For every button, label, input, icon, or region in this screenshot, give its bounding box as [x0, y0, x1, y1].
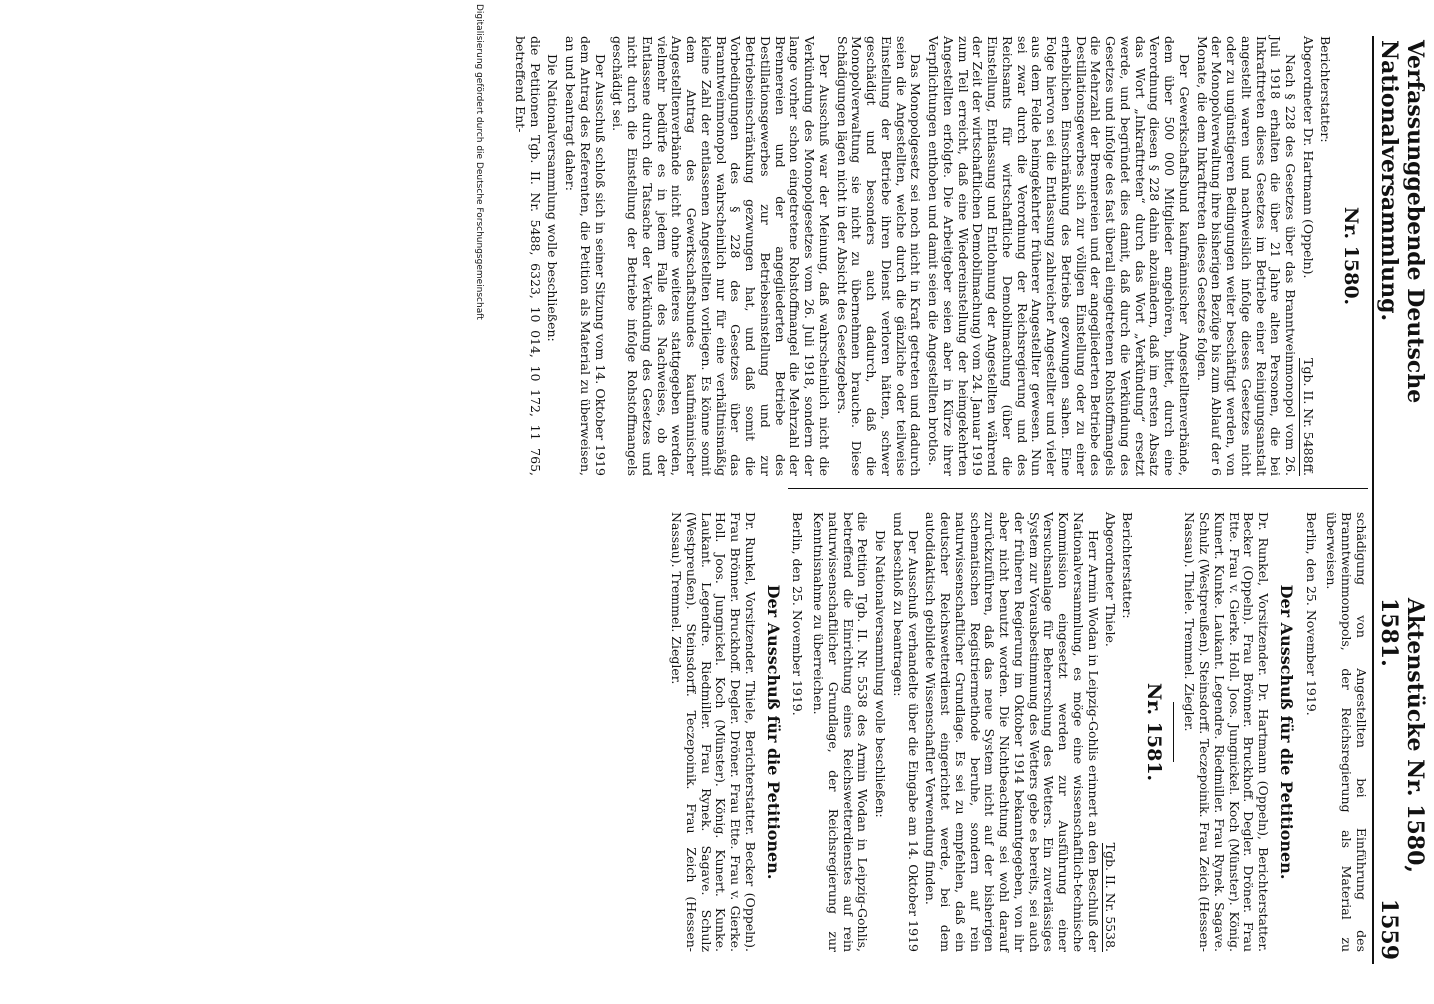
reporter-row — [1119, 512, 1134, 952]
paragraph: Der Ausschuß war der Meinung, daß wahrscheinlich nicht die Verkündung des Monopolgesetzes vom 26. Juli 1918, sondern der lange vorher schon eingetretene Rohstoffmangel die Mehrzahl der Brennereien und der angegliederten Betriebe des Destillationsgewerbes zur Betriebseinstellung und zur Betriebseinschränkung gezwungen hat, und daß somit die Vorbedingungen des § 228 des Gesetzes über das Branntweinmonopol wahrscheinlich nur für eine verhältnismäßig kleine Zahl der entlassenen Angestellten vorliegen. Es könne somit dem Antrag des Gewerkschaftsbundes kaufmännischer Angestelltenverbände nicht ohne weiteres stattgegeben werden, vielmehr bedürfe es in jedem Falle des Nachweises, ob der Entlassene durch die Tatsache der Verkündung des Gesetzes und nicht durch die Einstellung der Betriebe infolge Rohstoffmangels geschädigt sei. — [610, 36, 832, 476]
member-list: Dr. Runkel, Vorsitzender. Dr. Hartmann (Oppeln), Berichterstatter. Becker (Oppeln). Frau Brönner. Bruckhoff. Degler. Dröner. Frau Ette. Frau v. Gierke. Holl. Joos. Jungnickel. Koch (Münster). König. Kunert. Kunke. Laukant. Legendre. Riedmiller. Frau Rynek. Sagave. Schulz (Westpreußen). Steinsdorff. Teczepoinik. Frau Zeich (Hessen-Nassau). Thiele. Tremmel. Ziegler. — [1182, 512, 1272, 952]
paragraph: Das Monopolgesetz sei noch nicht in Kraft getreten und dadurch seien die Angestellten, welche durch die gänzliche oder teilweise Einstellung der Betriebe ihren Dienst verloren hätten, schwer geschädigt und besonders auch dadurch, daß die Monopolverwaltung sie nicht zu übernehmen brauche. Diese Schädigungen lägen nicht in der Absicht des Gesetzgebers. — [834, 36, 924, 476]
reporter-name-row — [1102, 512, 1118, 952]
reporter-label: Berichterstatter: — [1120, 512, 1136, 619]
column-divider — [788, 488, 1368, 489]
right-column — [665, 512, 1368, 952]
motion-continuation: schädigung von Angestellten bei Einführung des Branntweinmonopols, der Reichsregierung als Material zu überweisen. — [1324, 512, 1369, 952]
reporter-name-row — [1299, 36, 1315, 476]
paragraph: Der Ausschuß verhandelte über die Eingabe am 14. Oktober 1919 und beschloß zu beantragen: — [890, 512, 921, 952]
reporter-row — [1317, 36, 1332, 476]
paragraph: Herr Armin Wodan in Leipzig-Gohlis erinnert an den Beschluß der Nationalversammlung, es möge eine wissenschaftlich-technische Kommission eingesetzt werden zur Ausführung einer Versuchsanlage für Beherrschung des Wetters. Ein zuverlässiges System zur Vorausbestimmung des Wetters gebe es bereits, sei auch der früheren Regierung im Oktober 1914 bekanntgegeben, von ihr aber nicht benutzt worden. Die Nichtbeachtung sei wohl darauf zurückzuführen, daß das neue System nicht auf der bisherigen schematischen Registriermethode beruhe, sondern auf rein naturwissenschaftlicher Grundlage. Es sei zu empfehlen, daß ein deutscher Reichswetterdienst eingerichtet werde, bei dem autodidaktisch gebildete Wissenschaftler Verwendung finden. — [923, 512, 1101, 952]
page-number: 1559 — [1376, 898, 1402, 960]
doc-number-1580: Nr. 1580. — [1340, 206, 1362, 306]
member-list: Dr. Runkel, Vorsitzender. Thiele, Berichterstatter. Becker (Oppeln). Frau Brönner. Bruckhoff. Degler. Dröner. Frau Ette. Frau v. Gierke. Holl. Joos. Jungnickel. Koch (Münster). König. Kunert. Kunke. Laukant. Legendre. Riedmiller. Frau Rynek. Sagave. Schulz (Westpreußen). Steinsdorff. Teczepoinik. Frau Zeich (Hessen-Nassau). Tremmel. Ziegler. — [669, 512, 758, 952]
reporter-name: Abgeordneter Dr. Hartmann (Oppeln). — [1300, 36, 1316, 279]
header-left: Verfassunggebende Deutsche Nationalversammlung. — [1376, 40, 1428, 404]
motion-intro: Die Nationalversammlung wolle beschließen: — [873, 530, 889, 818]
left-column — [509, 36, 1368, 476]
header-rule — [1372, 36, 1374, 964]
date-line: Berlin, den 25. November 1919. — [790, 512, 806, 716]
motion-text: die Petitionen Tgb. II. Nr. 5488, 6323, 10 014, 10 172, 11 765, betreffend Ent- — [512, 36, 543, 476]
motion-intro: Die Nationalversammlung wolle beschließen: — [545, 54, 561, 342]
paragraph: Der Ausschuß schloß sich in seiner Sitzung vom 14. Oktober 1919 dem Antrag des Referenten, die Petition als Material zu überweisen, an und beantragt daher: — [563, 36, 608, 476]
committee-title: Der Ausschuß für die Petitionen. — [1277, 584, 1296, 880]
reporter-name: Abgeordneter Thiele. — [1103, 512, 1119, 647]
doc-number-1581: Nr. 1581. — [1142, 682, 1165, 782]
paragraph: Der Gewerkschaftsbund kaufmännischer Angestelltenverbände, dem über 500 000 Mitglieder angehören, bittet, durch eine Verordnung diesen § 228 dahin abzuändern, daß im ersten Absatz das Wort „Inkrafttreten“ durch das Wort „Verkündung“ ersetzt werde, und begründet dies damit, daß durch die Verkündung des Gesetzes und infolge des fast überall eingetretenen Rohstoffmangels die Mehrzahl der Brennereien und der angegliederten Betriebe des Destillationsgewerbes sich zur völligen Einstellung oder zu einer erheblichen Einschränkung des Betriebs gezwungen sahen. Eine Folge hiervon sei die Entlassung zahlreicher Angestellter und vieler aus dem Felde heimgekehrter früherer Angestellter gewesen. Nun sei zwar durch die Verordnung der Reichsregierung und des Reichsamts für wirtschaftliche Demobilmachung (über die Einstellung, Entlassung und Entlohnung der Angestellten während der Zeit der wirtschaftlichen Demobilmachung) vom 24. Januar 1919 zum Teil erreicht, daß eine Wiedereinstellung der heimgekehrten Angestellten erfolgte. Die Arbeitgeber seien aber in Kürze ihrer Verpflichtungen enthoben und damit seien die Angestellten brotlos. — [926, 36, 1192, 476]
section-divider — [1173, 702, 1174, 762]
reference-number: Tgb. II. Nr. 5488ff. — [1300, 358, 1316, 476]
page-header — [1376, 40, 1428, 960]
reporter-label: Berichterstatter: — [1317, 36, 1333, 143]
date-line: Berlin, den 25. November 1919. — [1303, 512, 1319, 716]
reference-number: Tgb. II. Nr. 5538. — [1103, 842, 1119, 952]
motion-text: die Petition Tgb. II. Nr. 5538 des Armin Wodan in Leipzig-Gohlis, betreffend die Einrichtung eines Reichswetterdienstes auf rein naturwissenschaftlicher Grundlage, der Reichsregierung zur Kenntnisnahme zu überreichen. — [811, 512, 871, 952]
paragraph: Nach § 228 des Gesetzes über das Branntweinmonopol vom 26. Juli 1918 erhalten die über 21 Jahre alten Personen, die bei Inkrafttreten dieses Gesetzes im Betriebe einer Reinigungsanstalt angestellt waren und nachweislich infolge dieses Gesetzes nicht oder zu ungünstigeren Bedingungen weiter beschäftigt werden, von der Monopolverwaltung ihre bisherigen Bezüge bis zum Ablauf der 6 Monate, die dem Inkrafttreten dieses Gesetzes folgen. — [1194, 36, 1299, 476]
committee-title: Der Ausschuß für die Petitionen. — [763, 584, 783, 880]
header-right: Aktenstücke Nr. 1580, 1581. — [1376, 597, 1428, 874]
digitization-stamp: Digitalisierung gefördert durch die Deutsche Forschungsgemeinschaft — [474, 4, 484, 320]
